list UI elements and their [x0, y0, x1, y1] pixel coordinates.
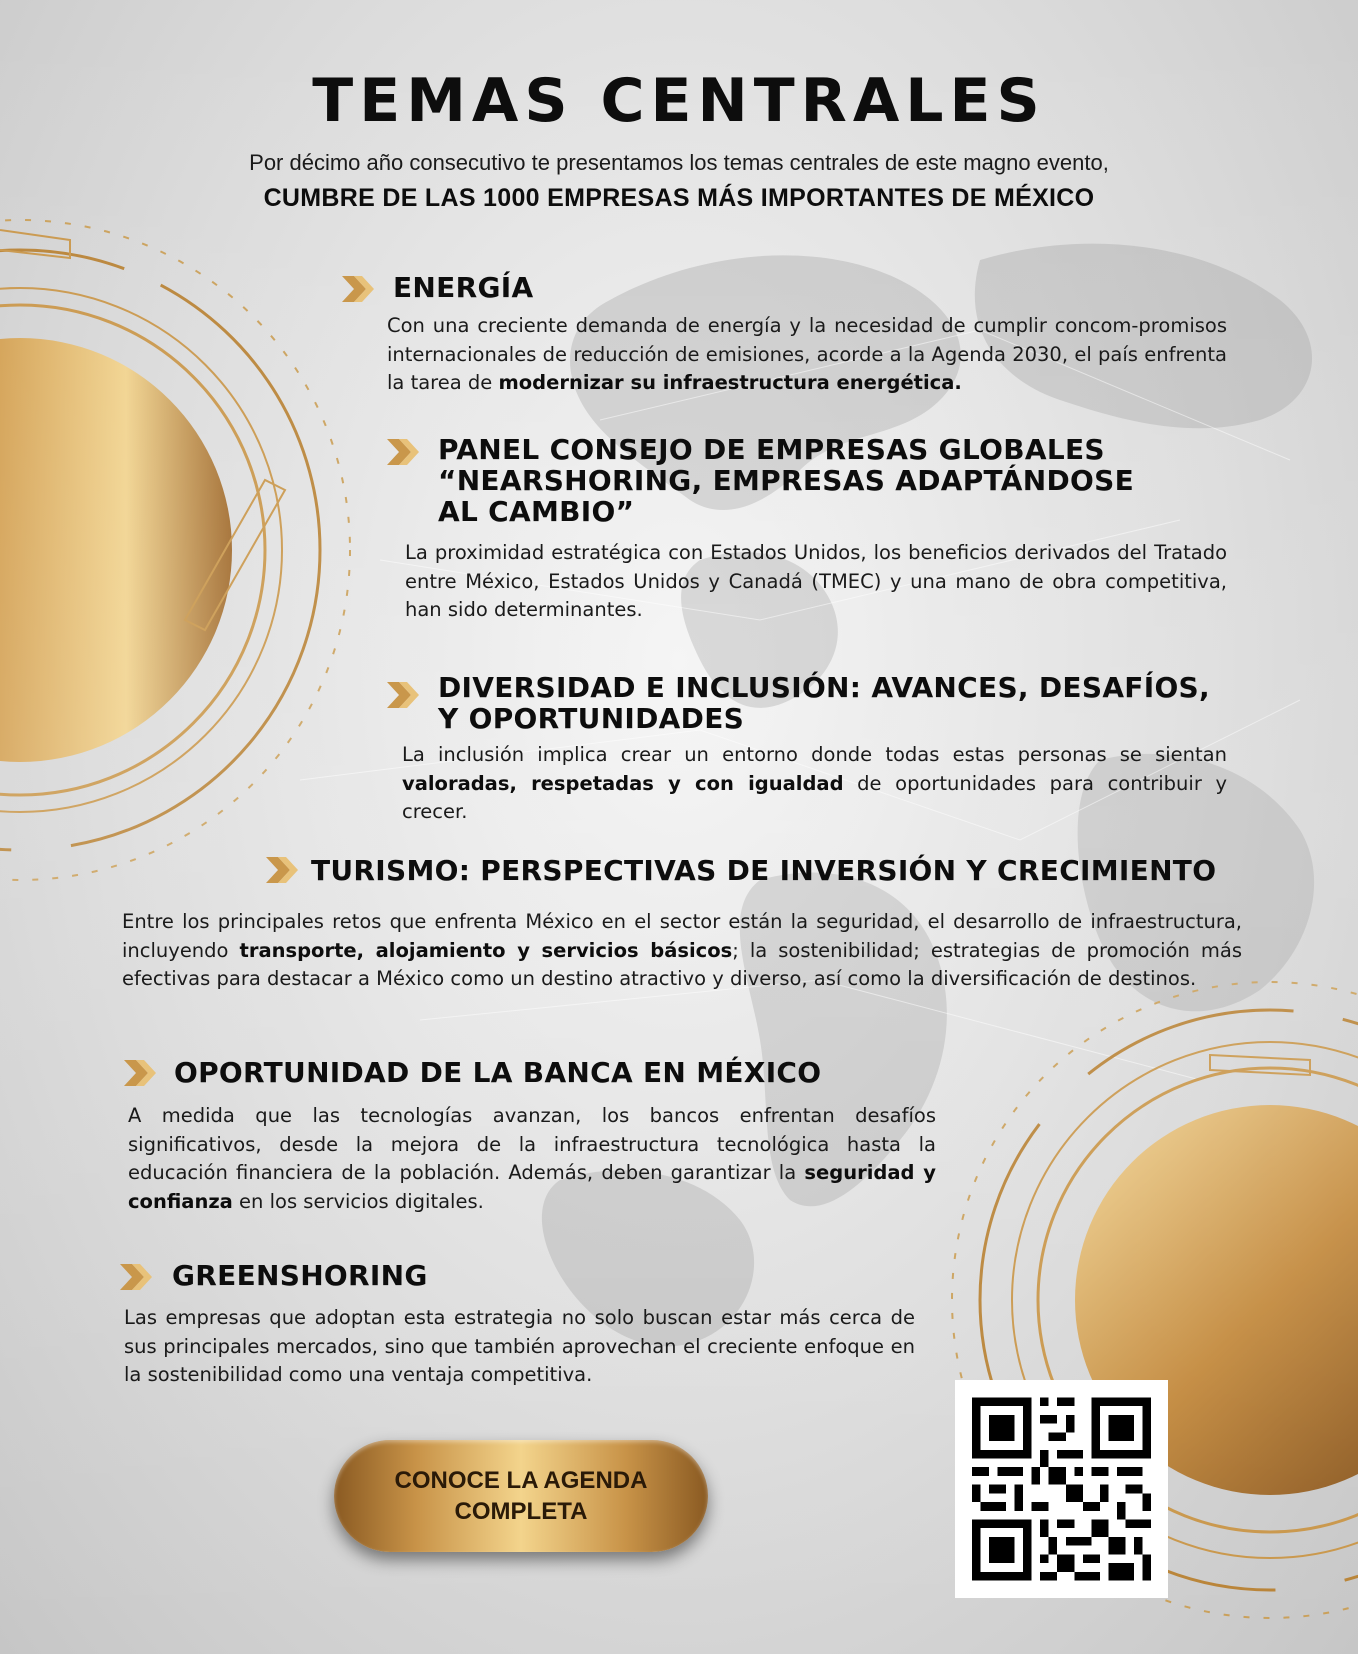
- gold-double-chevron-icon: [385, 437, 425, 467]
- event-name: CUMBRE DE LAS 1000 EMPRESAS MÁS IMPORTANTES DE MÉXICO: [263, 184, 1095, 212]
- topic-body-turismo: Entre los principales retos que enfrenta México en el sector están la seguridad, el desarrollo de infraestructura, incluyendo transporte, alojamiento y servicios básicos; la sostenibilidad; estrategias de promoción más efectivas para destacar a México como un destino atractivo y diverso, así como la diversificación de destinos.: [122, 910, 1242, 990]
- topic-heading-diversidad: DIVERSIDAD E INCLUSIÓN: AVANCES, DESAFÍOS, Y OPORTUNIDADES: [438, 671, 1210, 735]
- topic-body-nearshoring: La proximidad estratégica con Estados Unidos, los beneficios derivados del Tratado entre México, Estados Unidos y Canadá (TMEC) y una mano de obra competitiva, han sido determinantes.: [405, 541, 1227, 621]
- qr-code-icon: [955, 1380, 1168, 1598]
- gold-double-chevron-icon: [385, 680, 425, 710]
- gold-double-chevron-icon: [118, 1262, 158, 1292]
- page-title: TEMAS CENTRALES: [312, 66, 1046, 136]
- topic-heading-nearshoring: PANEL CONSEJO DE EMPRESAS GLOBALES “NEARSHORING, EMPRESAS ADAPTÁNDOSE AL CAMBIO”: [438, 433, 1134, 528]
- topic-body-banca: A medida que las tecnologías avanzan, los bancos enfrentan desafíos significativos, desde la mejora de la infraestructura tecnológica hasta la educación financiera de la población. Además, deben garantizar la seguridad y confianza en los servicios digitales.: [128, 1104, 936, 1213]
- agenda-button[interactable]: [334, 1440, 708, 1552]
- gold-double-chevron-icon: [122, 1058, 162, 1088]
- agenda-button-label: CONOCE LA AGENDA COMPLETA: [394, 1467, 648, 1525]
- gold-double-chevron-icon: [340, 274, 380, 304]
- gold-double-chevron-icon: [264, 855, 304, 885]
- qr-code[interactable]: [955, 1380, 1168, 1598]
- topic-body-greenshoring: Las empresas que adoptan esta estrategia no solo buscan estar más cerca de sus principales mercados, sino que también aprovechan el creciente enfoque en la sostenibilidad como una ventaja competitiva.: [124, 1306, 915, 1386]
- topic-body-energia: Con una creciente demanda de energía y la necesidad de cumplir concom-promisos internacionales de reducción de emisiones, acorde a la Agenda 2030, el país enfrenta la tarea de modernizar su infraestructura energética.: [387, 314, 1227, 394]
- page-subtitle: Por décimo año consecutivo te presentamos los temas centrales de este magno evento,: [249, 150, 1109, 175]
- topic-heading-energia: ENERGÍA: [393, 271, 534, 304]
- topic-body-diversidad: La inclusión implica crear un entorno donde todas estas personas se sientan valoradas, respetadas y con igualdad de oportunidades para contribuir y crecer.: [402, 743, 1227, 823]
- topic-heading-greenshoring: GREENSHORING: [172, 1259, 428, 1292]
- topic-heading-turismo: TURISMO: PERSPECTIVAS DE INVERSIÓN Y CRECIMIENTO: [311, 854, 1217, 887]
- topic-heading-banca: OPORTUNIDAD DE LA BANCA EN MÉXICO: [174, 1056, 822, 1089]
